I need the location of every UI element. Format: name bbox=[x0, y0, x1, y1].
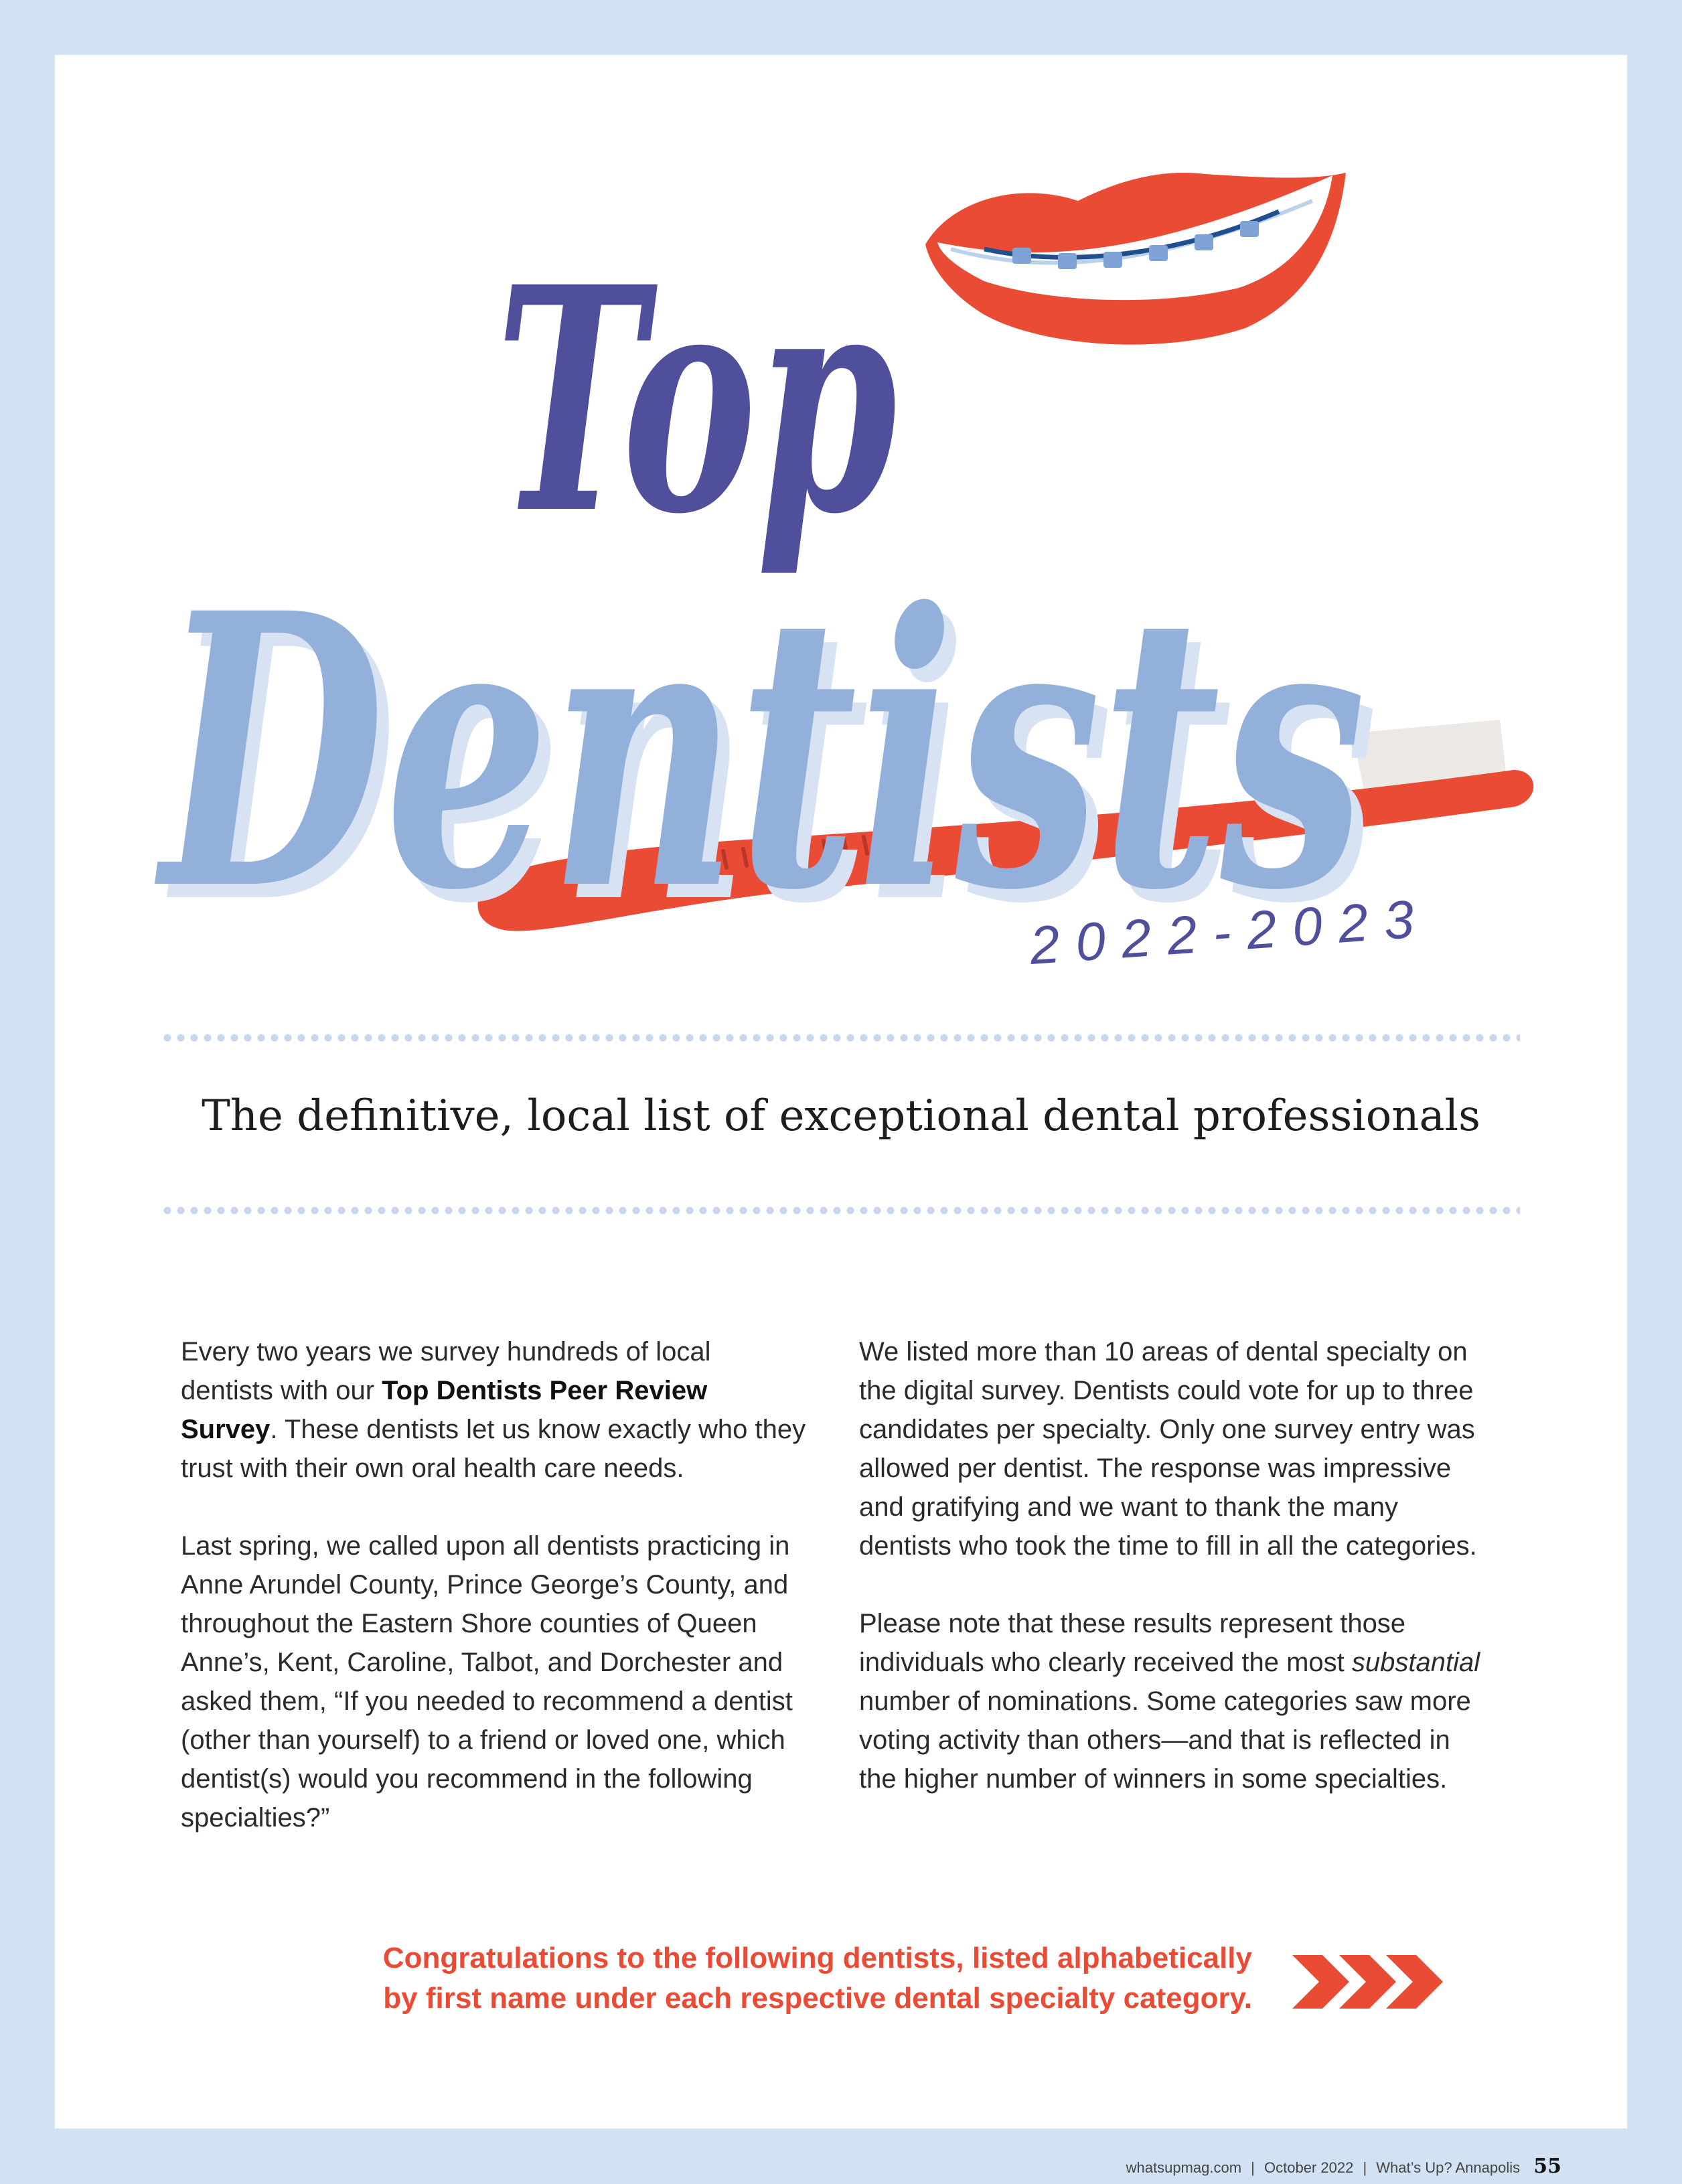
footer-magazine: What’s Up? Annapolis bbox=[1376, 2159, 1521, 2176]
congrats-callout bbox=[201, 1938, 1252, 2019]
intro-text: Every two years we survey hundreds of local dentists with our bbox=[181, 1337, 711, 1405]
chevron-arrows-icon bbox=[1292, 1948, 1446, 2015]
intro-paragraph: We listed more than 10 areas of dental specialty on the digital survey. Dentists could vote for up to three candidates per specialty. Only one survey entry was allowed per dentist. The response was impressive and gratifying and we want to thank the many dentists who took the time to fill in all the categories. bbox=[859, 1337, 1477, 1561]
title-top: Top bbox=[495, 220, 897, 582]
title-years: 2022-2023 bbox=[1027, 888, 1432, 976]
footer-separator: | bbox=[1363, 2159, 1367, 2176]
intro-paragraph bbox=[859, 1604, 1488, 1798]
intro-column-left bbox=[181, 1332, 810, 1876]
intro-text: . These dentists let us know exactly who they trust with their own oral health care needs. bbox=[181, 1415, 806, 1483]
intro-text: number of nominations. Some categories saw more voting activity than others—and that is reflected in the higher number of winners in some specialties. bbox=[859, 1687, 1471, 1794]
title-dentists-shadow: Dentists bbox=[164, 546, 1379, 986]
footer-separator: | bbox=[1251, 2159, 1255, 2176]
footer-site: whatsupmag.com bbox=[1126, 2159, 1242, 2176]
survey-name: Top Dentists Peer Review Survey bbox=[181, 1376, 708, 1444]
congrats-line: by first name under each respective dental specialty category. bbox=[383, 1982, 1252, 2015]
page-number: 55 bbox=[1533, 2155, 1561, 2178]
intro-paragraph: Last spring, we called upon all dentists practicing in Anne Arundel County, Prince George’s County, and throughout the Eastern Shore counties of Queen Anne’s, Kent, Caroline, Talbot, and Dorchester and asked them, “If you needed to recommend a dentist (other than yourself) to a friend or loved one, which dentist(s) would you recommend in the following specialties?” bbox=[181, 1531, 793, 1832]
emphasis-text: substantial bbox=[1351, 1648, 1480, 1677]
congrats-line: Congratulations to the following dentists, listed alphabetically bbox=[382, 1942, 1252, 1974]
lips-braces-icon bbox=[925, 173, 1346, 345]
tagline: The definitive, local list of exceptional dental professionals bbox=[202, 1091, 1480, 1141]
intro-paragraph bbox=[181, 1332, 810, 1488]
footer-issue: October 2022 bbox=[1264, 2159, 1354, 2176]
dotted-divider-top bbox=[161, 1034, 1520, 1042]
page-footer bbox=[1126, 2155, 1561, 2181]
intro-text: Please note that these results represent those individuals who clearly received the most bbox=[859, 1609, 1406, 1677]
dotted-divider-bottom bbox=[161, 1206, 1520, 1215]
title-dentists: Dentists bbox=[152, 532, 1367, 973]
intro-column-right bbox=[859, 1332, 1488, 1837]
hero-illustration bbox=[0, 0, 1682, 1004]
